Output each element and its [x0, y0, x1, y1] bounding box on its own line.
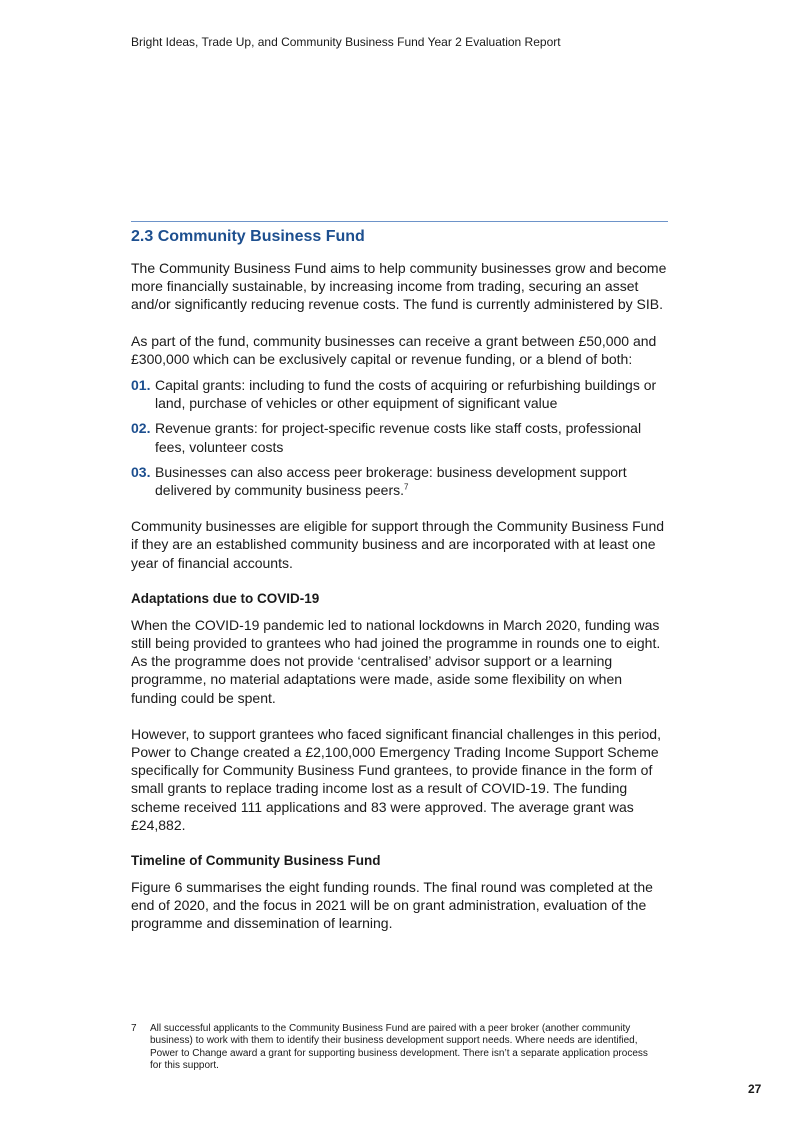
list-item-number: 01.	[131, 377, 151, 394]
list-item-text: Businesses can also access peer brokerage: business development support delivered by community business peers.	[155, 463, 627, 499]
footnote	[131, 1023, 651, 1072]
list-item-text: Capital grants: including to fund the costs of acquiring or refurbishing buildings or land, purchase of vehicles or other equipment of significant value	[155, 377, 657, 412]
covid-paragraph-2: However, to support grantees who faced significant financial challenges in this period, Power to Change created a £2,100,000 Emergency Trading Income Support Scheme specifically for Community Business Fund grantees, to provide finance in the form of small grants to replace trading income lost as a result of COVID-19. The funding scheme received 111 applications and 83 were approved. The average grant was £24,882.	[131, 725, 661, 833]
grant-intro-paragraph: As part of the fund, community businesses can receive a grant between £50,000 and £300,000 which can be exclusively capital or revenue funding, or a blend of both:	[131, 332, 657, 367]
footnote-reference[interactable]: 7	[404, 482, 409, 492]
covid-paragraph-1: When the COVID-19 pandemic led to national lockdowns in March 2020, funding was still being provided to grantees who had joined the programme in rounds one to eight. As the programme does not provide ‘centralised’ advisor support or a learning programme, no material adaptations were made, aside some flexibility on when funding could be spent.	[131, 616, 661, 706]
covid-heading: Adaptations due to COVID-19	[131, 590, 320, 606]
section-title: 2.3 Community Business Fund	[131, 228, 365, 245]
section-divider	[131, 221, 668, 222]
list-item	[131, 463, 671, 499]
list-item-number: 02.	[131, 420, 151, 437]
footnote-text: All successful applicants to the Community Business Fund are paired with a peer broker (another community business) to work with them to identify their business development support needs. Where needs are identified, Power to Change award a grant for supporting business development. There isn’t a separate application process for this support.	[150, 1023, 648, 1071]
footnote-number: 7	[131, 1023, 137, 1034]
list-item	[131, 419, 671, 455]
running-header: Bright Ideas, Trade Up, and Community Business Fund Year 2 Evaluation Report	[131, 35, 561, 49]
list-item-text: Revenue grants: for project-specific revenue costs like staff costs, professional fees, volunteer costs	[155, 420, 642, 455]
list-item-number: 03.	[131, 463, 151, 480]
intro-paragraph: The Community Business Fund aims to help community businesses grow and become more financially sustainable, by increasing income from trading, securing an asset and/or significantly reducing revenue costs. The fund is currently administered by SIB.	[131, 260, 667, 313]
timeline-heading: Timeline of Community Business Fund	[131, 853, 381, 869]
list-item	[131, 376, 671, 412]
eligibility-paragraph: Community businesses are eligible for support through the Community Business Fund if they are an established community business and are incorporated with at least one year of financial accounts.	[131, 518, 665, 571]
grant-types-list	[131, 376, 671, 499]
timeline-paragraph: Figure 6 summarises the eight funding rounds. The final round was completed at the end of 2020, and the focus in 2021 will be on grant administration, evaluation of the programme and dissemination of learning.	[131, 879, 653, 932]
main-content	[131, 259, 671, 933]
page-number: 27	[748, 1082, 762, 1096]
